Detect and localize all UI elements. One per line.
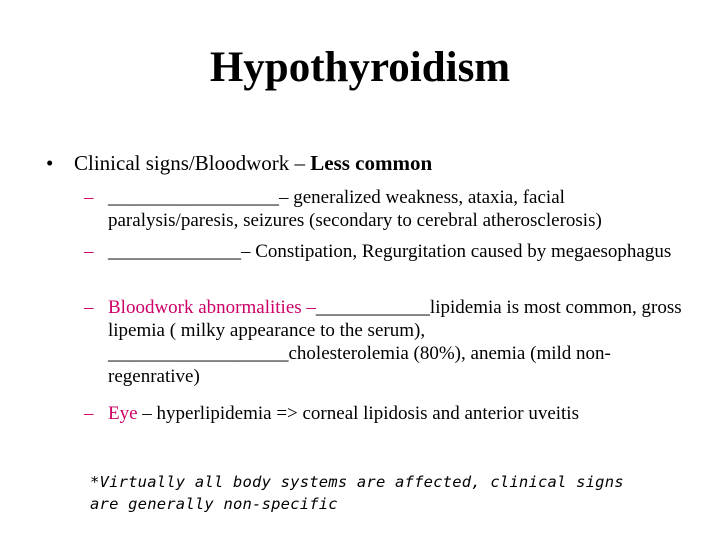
sub-item-dash: – — [84, 297, 94, 318]
sub-item-dash: – — [84, 187, 94, 208]
bullet-symbol: • — [46, 151, 54, 175]
sub-item-dash: – — [84, 403, 94, 424]
sub-item-text — [108, 402, 694, 425]
sub-item-text — [108, 296, 694, 388]
sub-item-body: – hyperlipidemia => corneal lipidosis and anterior uveitis — [137, 403, 579, 424]
main-bullet — [46, 150, 432, 176]
footnote: *Virtually all body systems are affected, clinical signs are generally non-specific — [90, 473, 624, 513]
sub-item-accent-label: Eye — [108, 403, 138, 424]
sub-item-eye — [84, 402, 694, 425]
sub-item-body: ____________lipidemia is most common, gross lipemia ( milky appearance to the serum), ___________________cholesterolemia (80%), anemia (mild non-regenrative) — [108, 297, 682, 387]
sub-item-dash: – — [84, 241, 94, 262]
sub-item-text: __________________– generalized weakness, ataxia, facial paralysis/paresis, seizures (secondary to cerebral atherosclerosis) — [108, 187, 602, 231]
sub-item-gi — [84, 240, 694, 263]
main-bullet-bold: Less common — [310, 151, 433, 175]
main-bullet-text: Clinical signs/Bloodwork – — [74, 151, 311, 175]
sub-item-neuro — [84, 186, 694, 232]
page-title: Hypothyroidism — [209, 44, 511, 91]
sub-item-bloodwork — [84, 296, 694, 388]
sub-item-text: ______________– Constipation, Regurgitation caused by megaesophagus — [108, 241, 672, 262]
sub-item-accent-label: Bloodwork abnormalities – — [108, 297, 316, 318]
